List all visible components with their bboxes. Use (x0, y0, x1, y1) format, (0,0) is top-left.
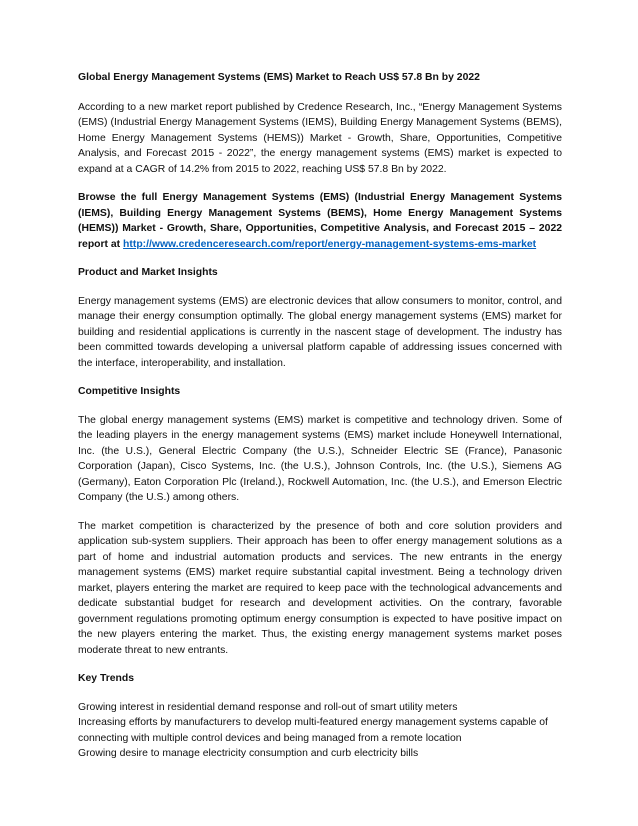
competitive-paragraph-1: The global energy management systems (EMS) market is competitive and technology driven. Some of the leading players in the energy management systems (EMS) market include Honeywell International, Inc. (the U.S.), General Electric Company (the U.S.), Schneider Electric SE (France), Panasonic Corporation (Japan), Cisco Systems, Inc. (the U.S.), Johnson Controls, Inc. (the U.S.), Siemens AG (Germany), Eaton Corporation Plc (Ireland.), Rockwell Automation, Inc. (the U.S.), and Emerson Electric Company (the U.S.) among others. (78, 414, 562, 503)
competitive-insights-heading: Competitive Insights (78, 386, 181, 397)
product-insights-heading: Product and Market Insights (78, 267, 218, 278)
product-insights-paragraph: Energy management systems (EMS) are electronic devices that allow consumers to monitor, control, and manage their energy consumption optimally. The global energy management systems (EMS) market for building and residential applications is currently in the nascent stage of development. The industry has been committed towards developing a universal platform capable of addressing issues concerned with the interface, interoperability, and installation. (78, 295, 562, 369)
report-link[interactable]: http://www.credenceresearch.com/report/energy-management-systems-ems-market (123, 238, 537, 250)
document-title: Global Energy Management Systems (EMS) Market to Reach US$ 57.8 Bn by 2022 (78, 72, 480, 83)
document-page (78, 70, 562, 762)
browse-text: Browse the full Energy Management Systems (EMS) (Industrial Energy Management Systems (IEMS), Building Energy Management Systems (BEMS), Home Energy Management Systems (HEMS)) Market - Growth, Share, Opportunities, Competitive Analysis, and Forecast 2015 – 2022 report at (78, 192, 562, 250)
intro-paragraph: According to a new market report published by Credence Research, Inc., “Energy Management Systems (EMS) (Industrial Energy Management Systems (IEMS), Building Energy Management Systems (BEMS), Home Energy Management Systems (HEMS)) Market - Growth, Share, Opportunities, Competitive Analysis, and Forecast 2015 - 2022”, the energy management systems (EMS) market is expected to expand at a CAGR of 14.2% from 2015 to 2022, reaching US$ 57.8 Bn by 2022. (78, 101, 562, 175)
trend-item: Increasing efforts by manufacturers to develop multi-featured energy management systems capable of connecting with multiple control devices and being managed from a remote location (78, 717, 548, 744)
key-trends-heading: Key Trends (78, 673, 135, 684)
trend-item: Growing desire to manage electricity consumption and curb electricity bills (78, 748, 419, 759)
competitive-paragraph-2: The market competition is characterized by the presence of both and core solution providers and application sub-system suppliers. Their approach has been to offer energy management solutions as a part of home and industrial automation products and services. The new entrants in the energy management systems (EMS) market require substantial capital investment. Being a technology driven market, players entering the market are required to keep pace with the technological advancements and dedicate substantial budget for research and development activities. On the contrary, favorable government regulations promoting optimum energy consumption is expected to have positive impact on the new players entering the market. Thus, the existing energy management systems market poses moderate threat to new entrants. (78, 520, 562, 656)
trend-item: Growing interest in residential demand response and roll-out of smart utility meters (78, 701, 458, 713)
browse-paragraph (78, 190, 562, 252)
